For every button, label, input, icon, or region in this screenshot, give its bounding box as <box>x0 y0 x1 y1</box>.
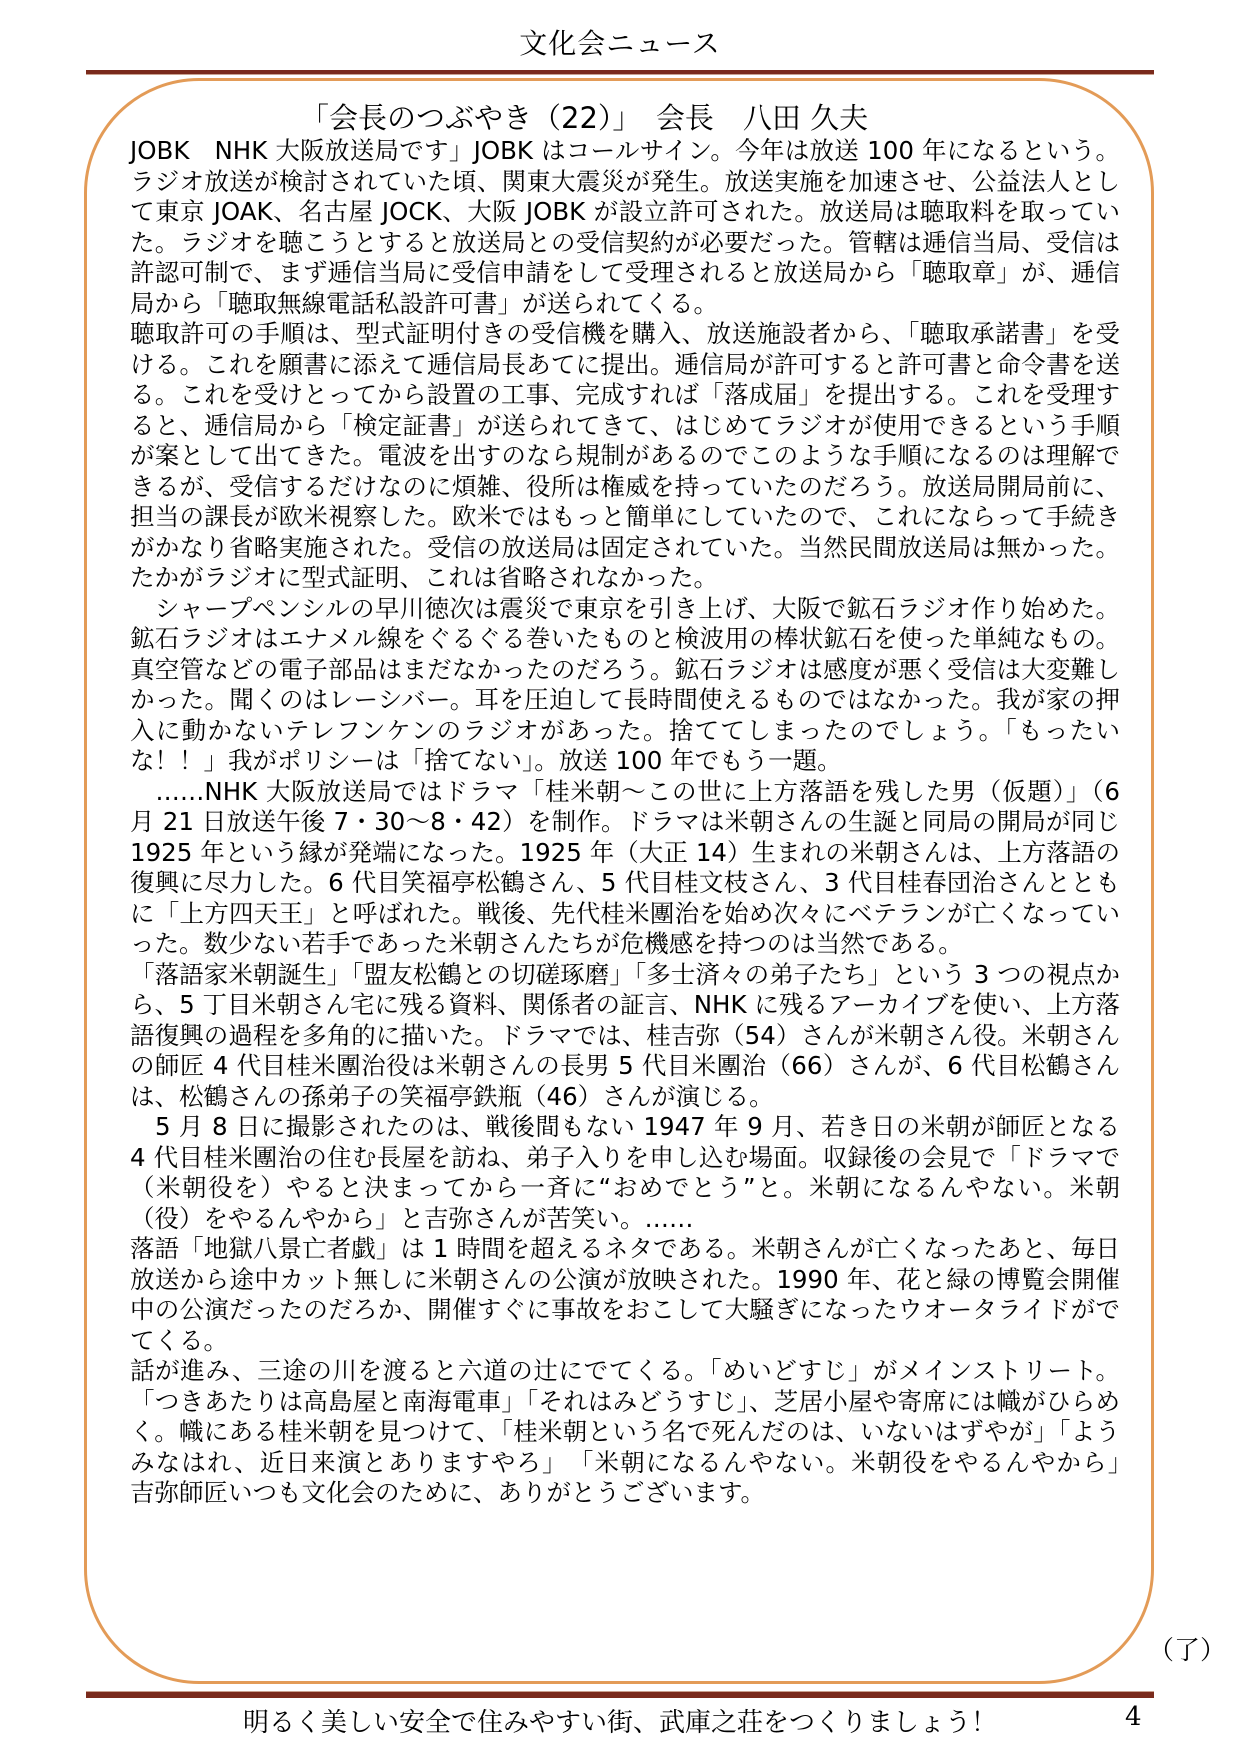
end-mark: （了） <box>1148 1636 1227 1666</box>
article-title: 「会長のつぶやき（22）」 会長 八田 久夫 <box>300 101 869 135</box>
paragraph: 落語「地獄八景亡者戯」は 1 時間を超えるネタである。米朝さんが亡くなったあと、毎日放送から途中カット無しに米朝さんの公演が放映された。1990 年、花と緑の博覧会開催中の公演だったのだろか、開催すぐに事故をおこして大騒ぎになったウオータライドがでてくる。 <box>130 1234 1120 1355</box>
footer-rule <box>86 1691 1154 1698</box>
paragraph: JOBK NHK 大阪放送局です」JOBK はコールサイン。今年は放送 100 年になるという。ラジオ放送が検討されていた頃、関東大震災が発生。放送実施を加速させ、公益法人として東京 JOAK、名古屋 JOCK、大阪 JOBK が設立許可された。放送局は聴取料を取っていた。ラジオを聴こうとすると放送局との受信契約が必要だった。管轄は逓信当局、受信は許認可制で、まず逓信当局に受信申請をして受理されると放送局から「聴取章」が、逓信局から「聴取無線電話私設許可書」が送られてくる。 <box>130 136 1120 318</box>
newsletter-title: 文化会ニュース <box>519 27 721 60</box>
paragraph: 話が進み、三途の川を渡ると六道の辻にでてくる。「めいどすじ」がメインストリート。「つきあたりは高島屋と南海電車」「それはみどうすじ」、芝居小屋や寄席には幟がひらめく。幟にある桂米朝を見つけて、「桂米朝という名で死んだのは、いないはずやが」「ようみなはれ、近日来演とありますやろ」 「米朝になるんやない。米朝役をやるんやから」 吉弥師匠いつも文化会のために、ありがとうございます。 <box>130 1356 1145 1507</box>
paragraph: 5 月 8 日に撮影されたのは、戦後間もない 1947 年 9 月、若き日の米朝が師匠となる 4 代目桂米團治の住む長屋を訪ね、弟子入りを申し込む場面。収録後の会見で「ドラマで（米朝役を）やると決まってから一斉に“おめでとう”と。米朝になるんやない。米朝（役）をやるんやから」と吉弥さんが苦笑い。…… <box>130 1112 1120 1233</box>
paragraph: シャープペンシルの早川徳次は震災で東京を引き上げ、大阪で鉱石ラジオ作り始めた。鉱石ラジオはエナメル線をぐるぐる巻いたものと検波用の棒状鉱石を使った単純なもの。真空管などの電子部品はまだなかったのだろう。鉱石ラジオは感度が悪く受信は大変難しかった。聞くのはレーシバー。耳を圧迫して長時間使えるものではなかった。我が家の押入に動かないテレフンケンのラジオがあった。捨ててしまったのでしょう。「もったいな！！」我がポリシーは「捨てない」。放送 100 年でもう一題。 <box>130 593 1120 775</box>
paragraph: 「落語家米朝誕生」「盟友松鶴との切磋琢磨」「多士済々の弟子たち」という 3 つの視点から、5 丁目米朝さん宅に残る資料、関係者の証言、NHK に残るアーカイブを使い、上方落語復興の過程を多角的に描いた。ドラマでは、桂吉弥（54）さんが米朝さん役。米朝さんの師匠 4 代目桂米團治役は米朝さんの長男 5 代目米團治（66）さんが、6 代目松鶴さんは、松鶴さんの孫弟子の笑福亭鉄瓶（46）さんが演じる。 <box>130 959 1120 1111</box>
paragraph: 聴取許可の手順は、型式証明付きの受信機を購入、放送施設者から、「聴取承諾書」を受ける。これを願書に添えて逓信局長あてに提出。逓信局が許可すると許可書と命令書を送る。これを受けとってから設置の工事、完成すれば「落成届」を提出する。これを受理すると、逓信局から「検定証書」が送られてきて、はじめてラジオが使用できるという手順が案として出てきた。電波を出すのなら規制があるのでこのような手順になるのは理解できるが、受信するだけなのに煩雑、役所は権威を持っていたのだろう。放送局開局前に、担当の課長が欧米視察した。欧米ではもっと簡単にしていたので、これにならって手続きがかなり省略実施された。受信の放送局は固定されていた。当然民間放送局は無かった。たかがラジオに型式証明、これは省略されなかった。 <box>130 319 1120 592</box>
article-body <box>130 136 1145 1509</box>
paragraph: ……NHK 大阪放送局ではドラマ「桂米朝～この世に上方落語を残した男（仮題）」（6 月 21 日放送午後 7・30～8・42）を制作。ドラマは米朝さんの生誕と同局の開局が同じ 1925 年という縁が発端になった。1925 年（大正 14）生まれの米朝さんは、上方落語の復興に尽力した。6 代目笑福亭松鶴さん、5 代目桂文枝さん、3 代目桂春団治さんとともに「上方四天王」と呼ばれた。戦後、先代桂米團治を始め次々にベテランが亡くなっていった。数少ない若手であった米朝さんたちが危機感を持つのは当然である。 <box>130 776 1120 958</box>
header-rule <box>86 70 1154 75</box>
footer-slogan: 明るく美しい安全で住みやすい街、武庫之荘をつくりましょう！ <box>242 1708 997 1738</box>
page-number: 4 <box>1125 1702 1142 1732</box>
